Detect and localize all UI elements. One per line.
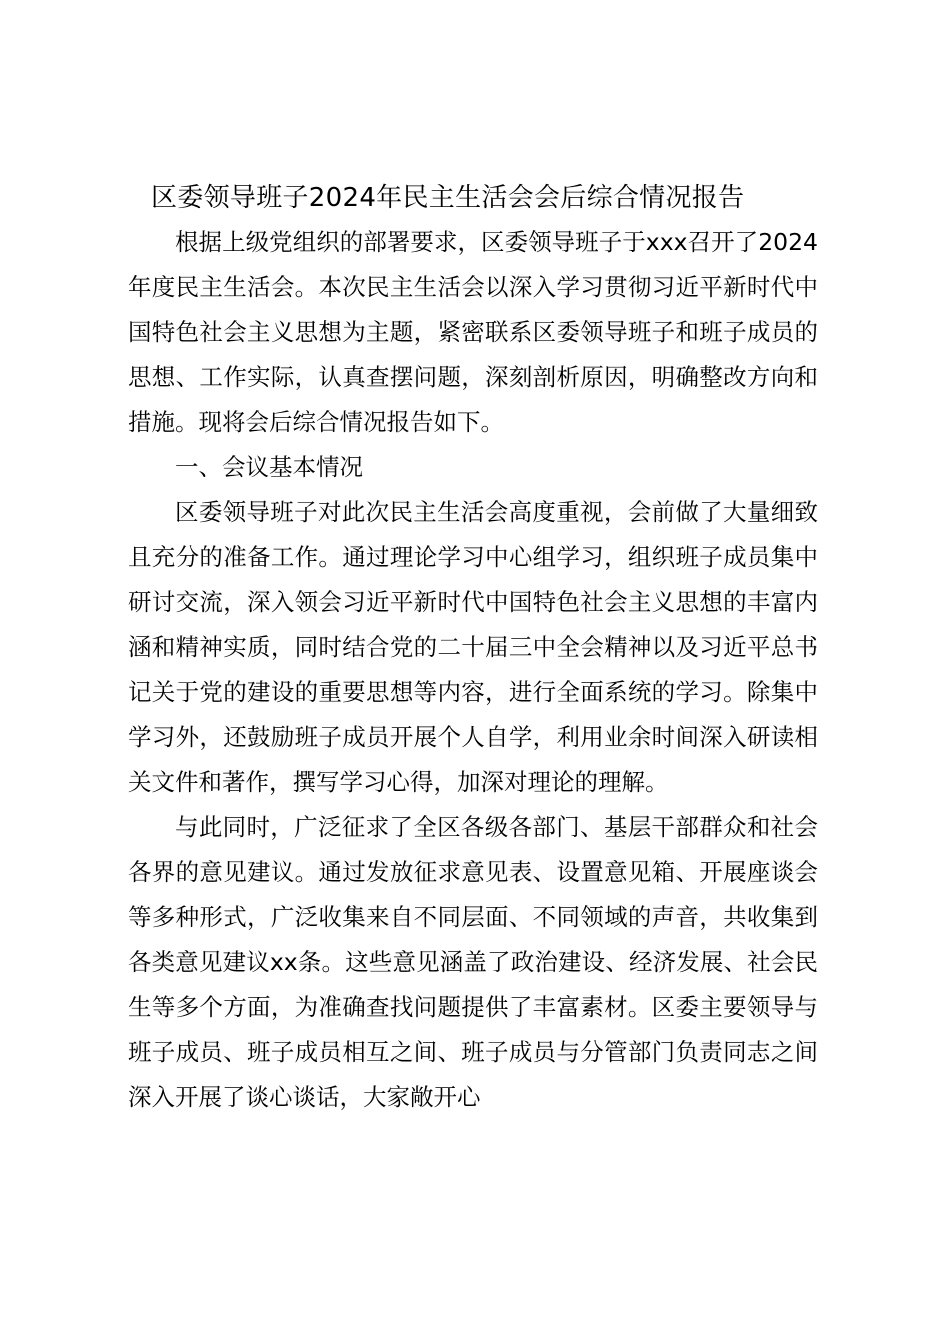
body-paragraph: 与此同时，广泛征求了全区各级各部门、基层干部群众和社会各界的意见建议。通过发放征求意见表、设置意见箱、开展座谈会等多种形式，广泛收集来自不同层面、不同领域的声音，共收集到各类意见建议xx条。这些意见涵盖了政治建设、经济发展、社会民生等多个方面，为准确查找问题提供了丰富素材。区委主要领导与班子成员、班子成员相互之间、班子成员与分管部门负责同志之间深入开展了谈心谈话，大家敞开心 bbox=[128, 813, 818, 1111]
section-heading: 一、会议基本情况 bbox=[175, 453, 363, 481]
intro-paragraph: 根据上级党组织的部署要求，区委领导班子于xxx召开了2024年度民主生活会。本次民主生活会以深入学习贯彻习近平新时代中国特色社会主义思想为主题，紧密联系区委领导班子和班子成员的思想、工作实际，认真查摆问题，深刻剖析原因，明确整改方向和措施。现将会后综合情况报告如下。 bbox=[128, 228, 818, 436]
document-page bbox=[128, 176, 818, 1120]
document-title: 区委领导班子2024年民主生活会会后综合情况报告 bbox=[151, 183, 745, 213]
body-paragraph: 区委领导班子对此次民主生活会高度重视，会前做了大量细致且充分的准备工作。通过理论学习中心组学习，组织班子成员集中研讨交流，深入领会习近平新时代中国特色社会主义思想的丰富内涵和精神实质，同时结合党的二十届三中全会精神以及习近平总书记关于党的建设的重要思想等内容，进行全面系统的学习。除集中学习外，还鼓励班子成员开展个人自学，利用业余时间深入研读相关文件和著作，撰写学习心得，加深对理论的理解。 bbox=[128, 498, 818, 796]
